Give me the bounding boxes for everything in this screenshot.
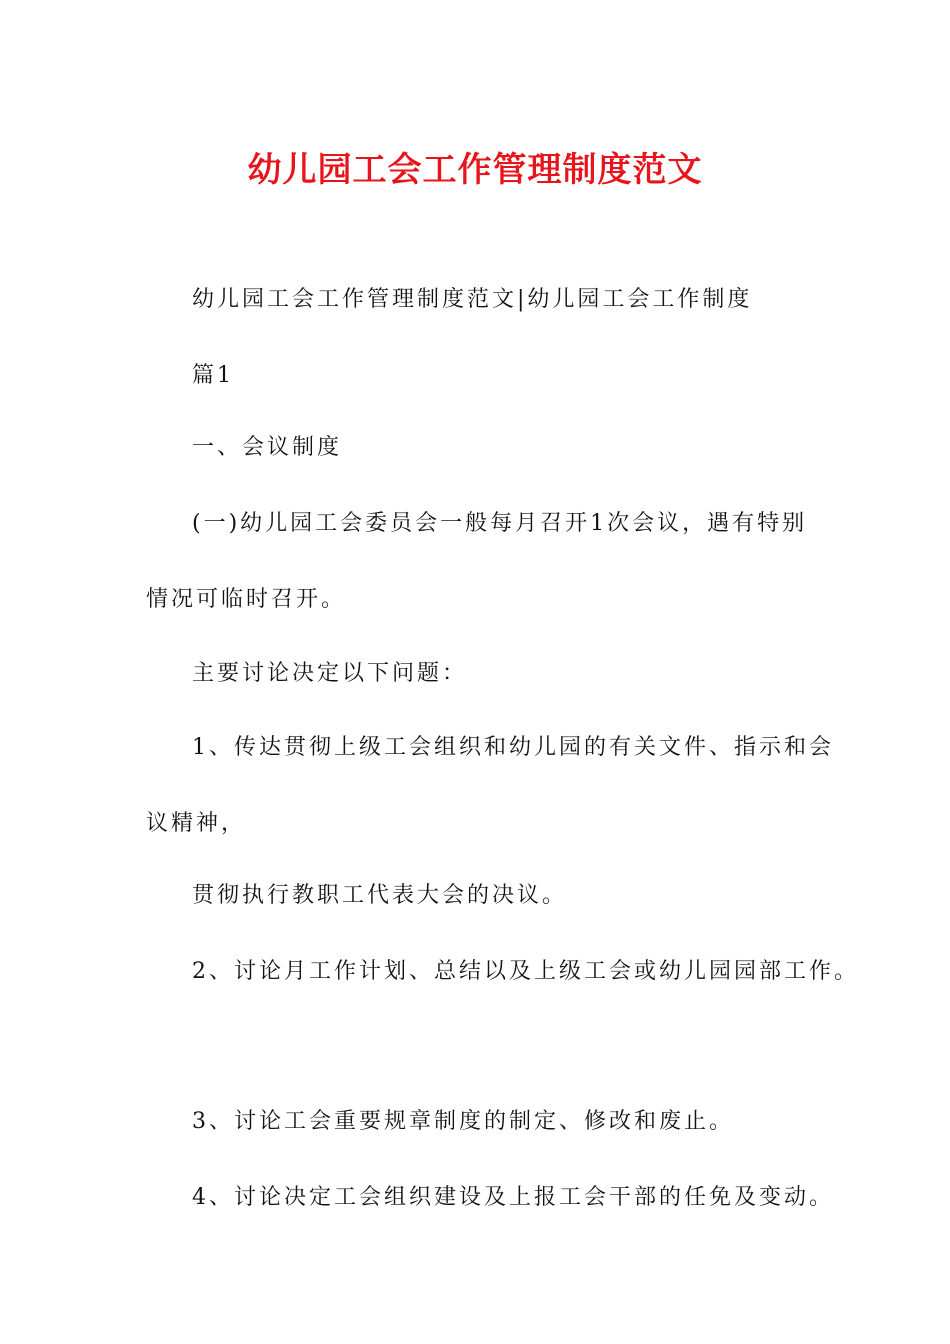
paragraph-chapter: 篇1	[192, 363, 234, 388]
paragraph-line: 4、讨论决定工会组织建设及上报工会干部的任免及变动。	[192, 1185, 834, 1210]
paragraph-line: (一)幼儿园工会委员会一般每月召开1次会议，遇有特别	[192, 511, 808, 536]
paragraph-line: 3、讨论工会重要规章制度的制定、修改和废止。	[192, 1109, 734, 1134]
paragraph-line: 情况可临时召开。	[146, 587, 347, 612]
paragraph-subtitle: 幼儿园工会工作管理制度范文|幼儿园工会工作制度	[192, 287, 753, 312]
paragraph-line: 1、传达贯彻上级工会组织和幼儿园的有关文件、指示和会	[192, 735, 834, 760]
paragraph-line: 贯彻执行教职工代表大会的决议。	[192, 883, 568, 908]
paragraph-line: 2、讨论月工作计划、总结以及上级工会或幼儿园园部工作。	[192, 959, 859, 984]
document-title: 幼儿园工会工作管理制度范文	[247, 150, 703, 190]
section-heading: 一、会议制度	[192, 435, 343, 460]
paragraph-line: 主要讨论决定以下问题：	[192, 661, 468, 686]
paragraph-line: 议精神，	[146, 811, 247, 836]
